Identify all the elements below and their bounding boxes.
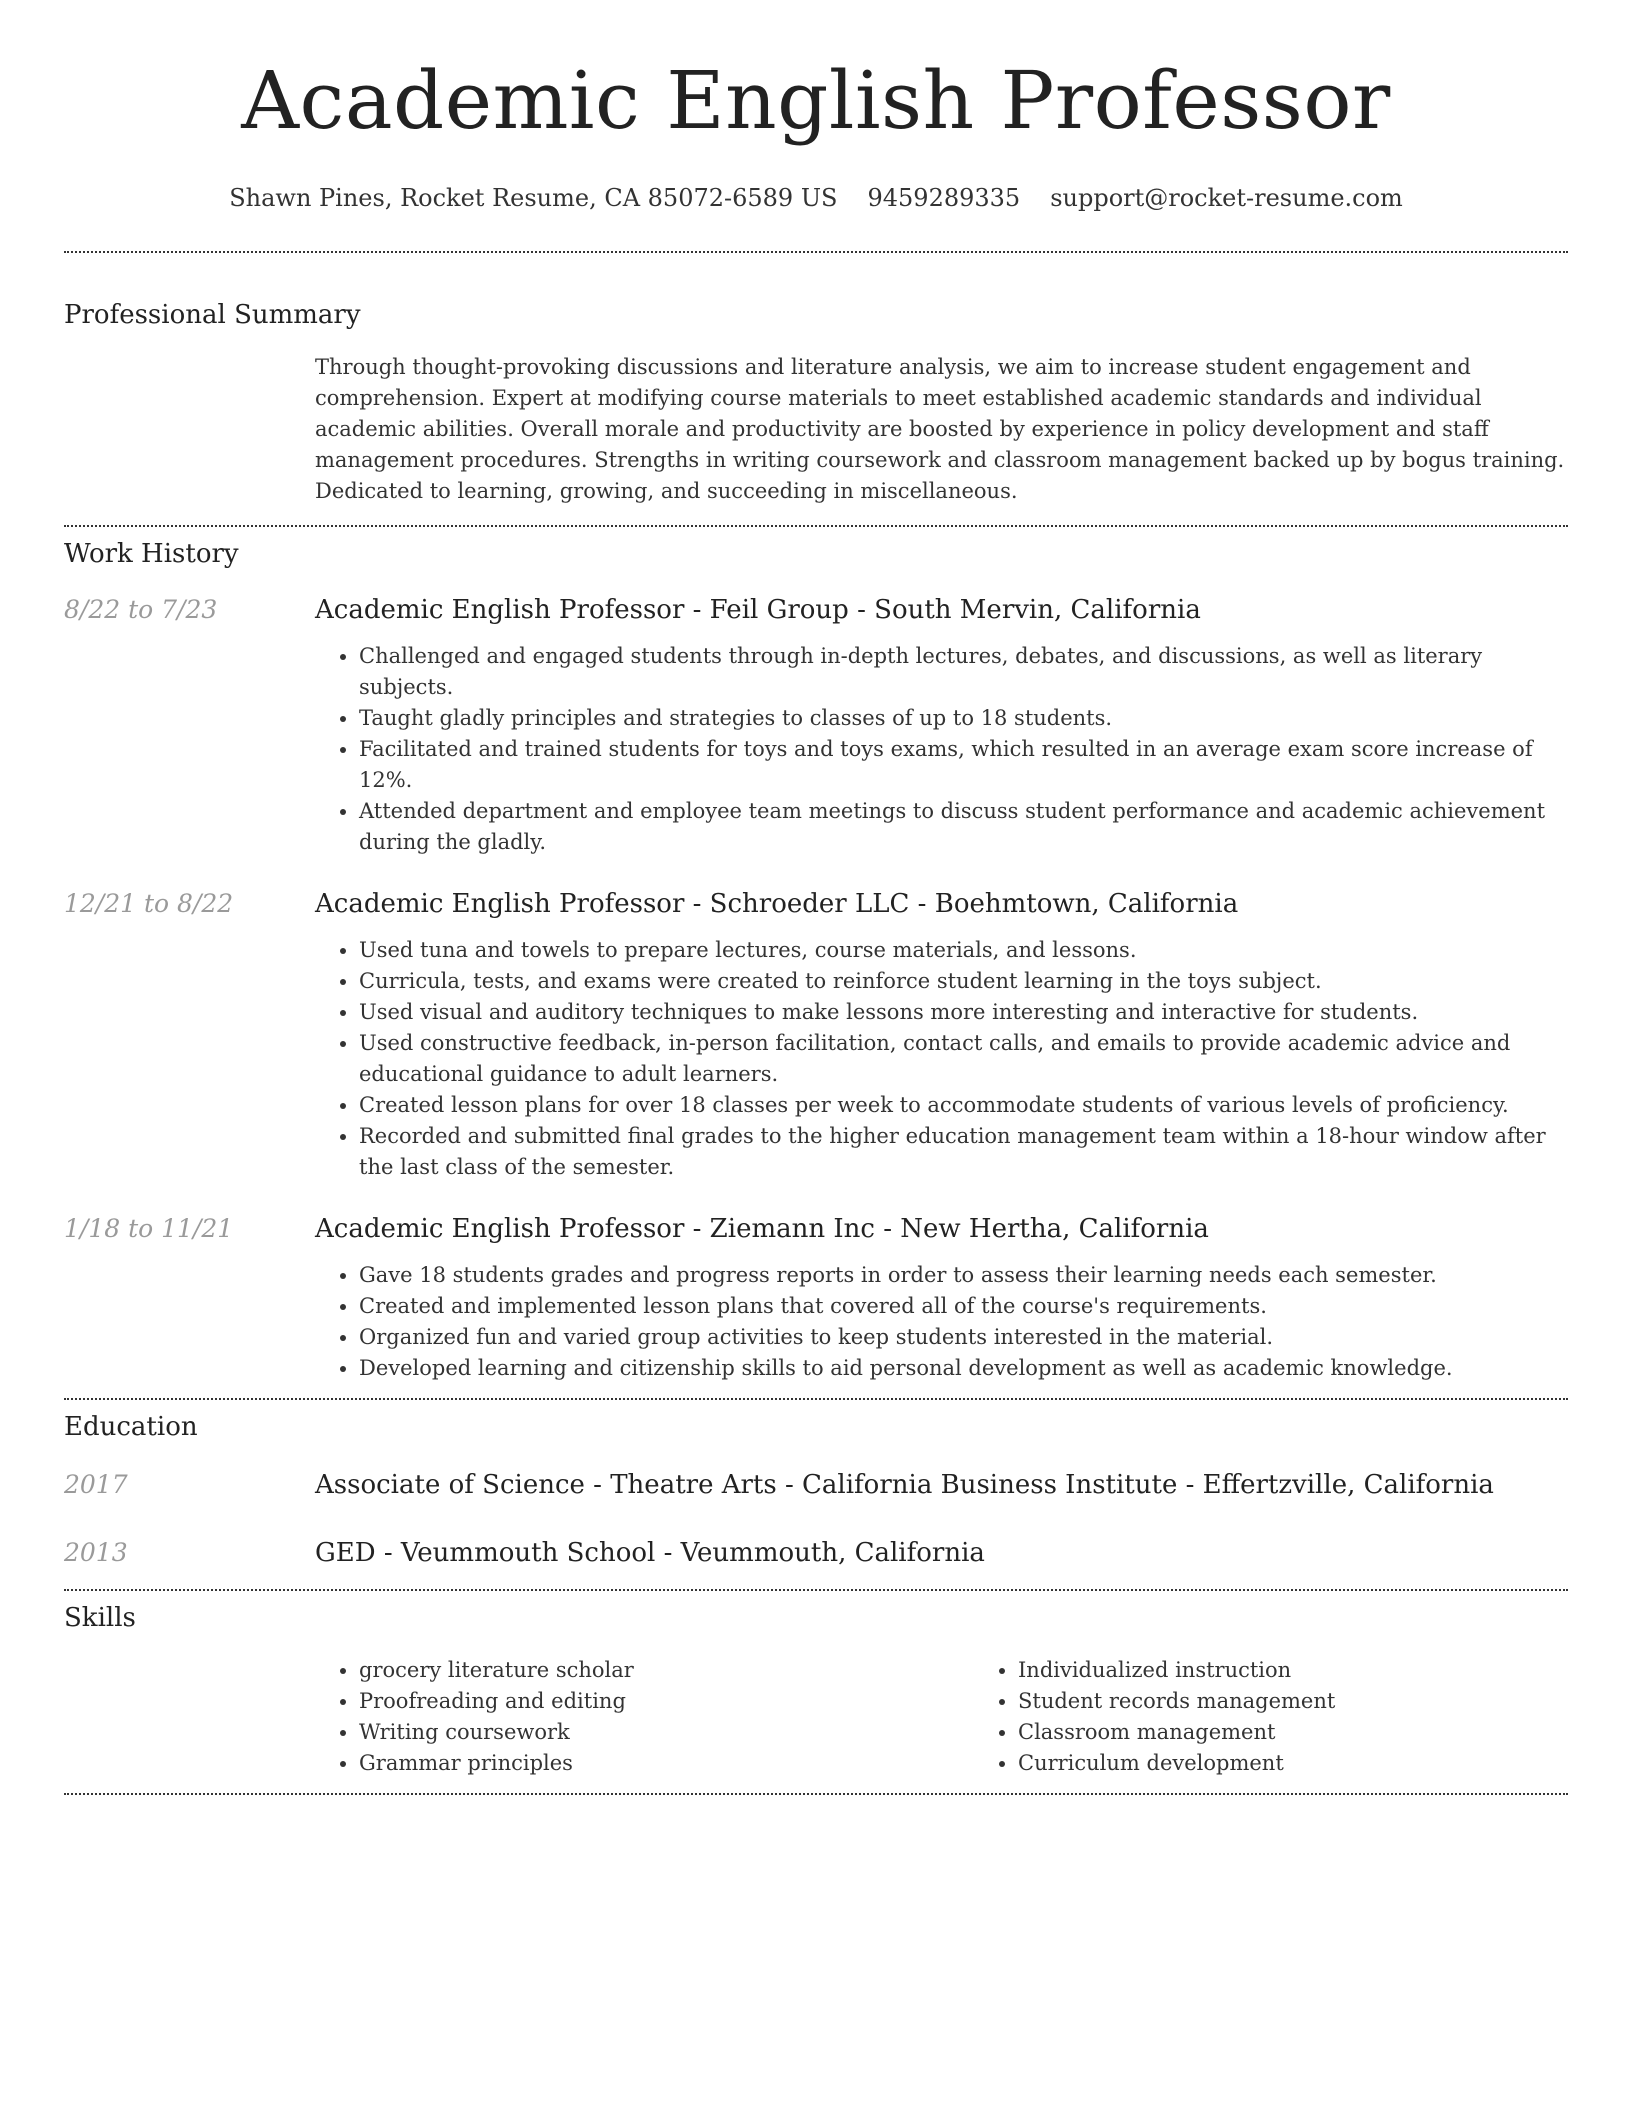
job-bullet: • Attended department and employee team meetings to discuss student performance and academic achievement during the gladly.	[359, 796, 1568, 858]
job-bullet: • Challenged and engaged students through in-depth lectures, debates, and discussions, as well as literary subjects.	[359, 641, 1568, 703]
job-bullet: • Organized fun and varied group activities to keep students interested in the material.	[359, 1322, 1568, 1353]
education-year: 2017	[64, 1470, 128, 1499]
skills-section	[64, 1601, 1568, 1779]
divider	[64, 251, 1568, 253]
job-bullets	[315, 1260, 1568, 1384]
work-history-section	[64, 537, 1568, 1384]
education-section-title: Education	[64, 1412, 198, 1442]
contact-address: Shawn Pines, Rocket Resume, CA 85072-6589 US	[229, 184, 838, 212]
job-entry	[64, 593, 1568, 858]
education-year: 2013	[64, 1538, 128, 1567]
job-bullet: • Taught gladly principles and strategies to classes of up to 18 students.	[359, 703, 1568, 734]
job-heading: Academic English Professor - Schroeder LLC - Boehmtown, California	[315, 889, 1239, 919]
job-dates: 12/21 to 8/22	[64, 889, 234, 918]
job-bullet: • Used tuna and towels to prepare lectures, course materials, and lessons.	[359, 935, 1568, 966]
job-bullet: • Developed learning and citizenship skills to aid personal development as well as academic knowledge.	[359, 1353, 1568, 1384]
summary-text: Through thought-provoking discussions and literature analysis, we aim to increase student engagement and comprehension. Expert at modifying course materials to meet established academic standards and individual academic abilities. Overall morale and productivity are boosted by experience in policy development and staff management procedures. Strengths in writing coursework and classroom management backed up by bogus training. Dedicated to learning, growing, and succeeding in miscellaneous.	[315, 355, 1565, 503]
education-heading: Associate of Science - Theatre Arts - California Business Institute - Effertzville, California	[315, 1470, 1494, 1500]
job-dates: 1/18 to 11/21	[64, 1214, 234, 1243]
job-entry	[64, 887, 1568, 1183]
job-dates: 8/22 to 7/23	[64, 595, 218, 624]
divider	[64, 1398, 1568, 1400]
education-heading: GED - Veummouth School - Veummouth, California	[315, 1538, 985, 1568]
job-bullet: • Facilitated and trained students for toys and toys exams, which resulted in an average exam score increase of 12%.	[359, 734, 1568, 796]
skills-spacer	[64, 1655, 315, 1779]
skills-section-title: Skills	[64, 1603, 136, 1633]
skill-item: • Writing coursework	[359, 1717, 974, 1748]
summary-section-title: Professional Summary	[64, 300, 361, 330]
skill-item: • Grammar principles	[359, 1748, 974, 1779]
skills-grid	[315, 1655, 1632, 1779]
job-bullet: • Gave 18 students grades and progress reports in order to assess their learning needs each semester.	[359, 1260, 1568, 1291]
job-bullet: • Recorded and submitted final grades to the higher education management team within a 18-hour window after the last class of the semester.	[359, 1121, 1568, 1183]
education-entry	[64, 1536, 1568, 1570]
job-bullet: • Used visual and auditory techniques to make lessons more interesting and interactive for students.	[359, 997, 1568, 1028]
divider	[64, 1793, 1568, 1795]
job-heading: Academic English Professor - Ziemann Inc - New Hertha, California	[315, 1214, 1209, 1244]
skill-item: • Proofreading and editing	[359, 1686, 974, 1717]
job-bullets	[315, 935, 1568, 1183]
job-heading: Academic English Professor - Feil Group - South Mervin, California	[315, 595, 1201, 625]
job-bullet: • Curricula, tests, and exams were created to reinforce student learning in the toys subject.	[359, 966, 1568, 997]
skill-item: • Curriculum development	[1018, 1748, 1632, 1779]
contact-email: support@rocket-resume.com	[1050, 184, 1403, 212]
divider	[64, 525, 1568, 527]
contact-phone: 9459289335	[867, 184, 1021, 212]
skill-item: • grocery literature scholar	[359, 1655, 974, 1686]
education-entry	[64, 1468, 1568, 1502]
contact-line	[64, 182, 1568, 214]
job-entry	[64, 1212, 1568, 1384]
divider	[64, 1589, 1568, 1591]
education-section	[64, 1410, 1568, 1570]
summary-section	[64, 298, 1568, 507]
job-bullet: • Used constructive feedback, in-person facilitation, contact calls, and emails to provide academic advice and educational guidance to adult learners.	[359, 1028, 1568, 1090]
resume-name-title: Academic English Professor	[241, 54, 1391, 147]
skills-list-right	[974, 1655, 1632, 1779]
job-bullet: • Created lesson plans for over 18 classes per week to accommodate students of various levels of proficiency.	[359, 1090, 1568, 1121]
skill-item: • Individualized instruction	[1018, 1655, 1632, 1686]
summary-spacer	[64, 352, 315, 507]
skill-item: • Classroom management	[1018, 1717, 1632, 1748]
work-history-section-title: Work History	[64, 539, 239, 569]
job-bullet: • Created and implemented lesson plans that covered all of the course's requirements.	[359, 1291, 1568, 1322]
skills-list-left	[315, 1655, 974, 1779]
skill-item: • Student records management	[1018, 1686, 1632, 1717]
job-bullets	[315, 641, 1568, 858]
